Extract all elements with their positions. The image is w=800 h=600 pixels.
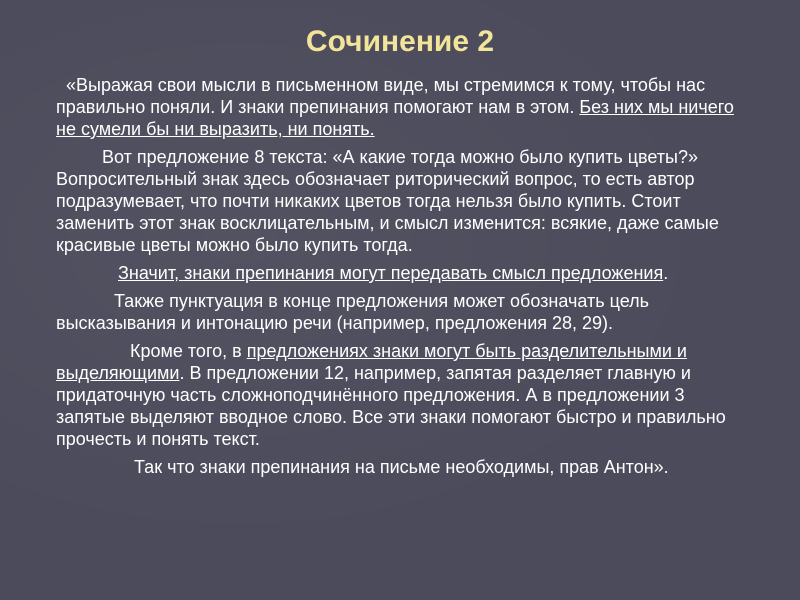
slide-title: Сочинение 2 <box>305 25 495 58</box>
paragraph-1 <box>56 74 756 140</box>
paragraph-6-text: Так что знаки препинания на письме необходимы, прав Антон». <box>134 457 669 477</box>
paragraph-2 <box>56 146 756 256</box>
essay-body <box>56 74 756 484</box>
paragraph-1-text: «Выражая свои мысли в письменном виде, мы стремимся к тому, чтобы нас правильно поняли. И знаки препинания помогают нам в этом. <box>56 75 706 117</box>
paragraph-1-underlined: Без них мы ничего не сумели бы ни выразить, ни понять. <box>56 97 734 139</box>
paragraph-5-text-end: . В предложении 12, например, запятая разделяет главную и придаточную часть сложноподчинённого предложения. А в предложении 3 запятые выделяют вводное слово. Все эти знаки помогают быстро и правильно прочесть и понять текст. <box>56 363 726 449</box>
paragraph-2-text: Вот предложение 8 текста: «А какие тогда можно было купить цветы?» Вопросительный знак здесь обозначает риторический вопрос, то есть автор подразумевает, что почти никаких цветов тогда нельзя было купить. Стоит заменить этот знак восклицательным, и смысл изменится: всякие, даже самые красивые цветы можно было купить тогда. <box>56 147 719 255</box>
paragraph-3 <box>56 262 756 284</box>
paragraph-3-underlined: Значит, знаки препинания могут передавать смысл предложения <box>118 263 664 283</box>
paragraph-4-text: Также пунктуация в конце предложения может обозначать цель высказывания и интонацию речи (например, предложения 28, 29). <box>56 291 649 333</box>
paragraph-5-text-start: Кроме того, в <box>130 341 247 361</box>
paragraph-5 <box>56 340 756 450</box>
paragraph-5-underlined: предложениях знаки могут быть разделительными и выделяющими <box>56 341 687 383</box>
paragraph-6 <box>56 456 756 478</box>
paragraph-4 <box>56 290 756 334</box>
paragraph-3-period: . <box>663 263 669 283</box>
